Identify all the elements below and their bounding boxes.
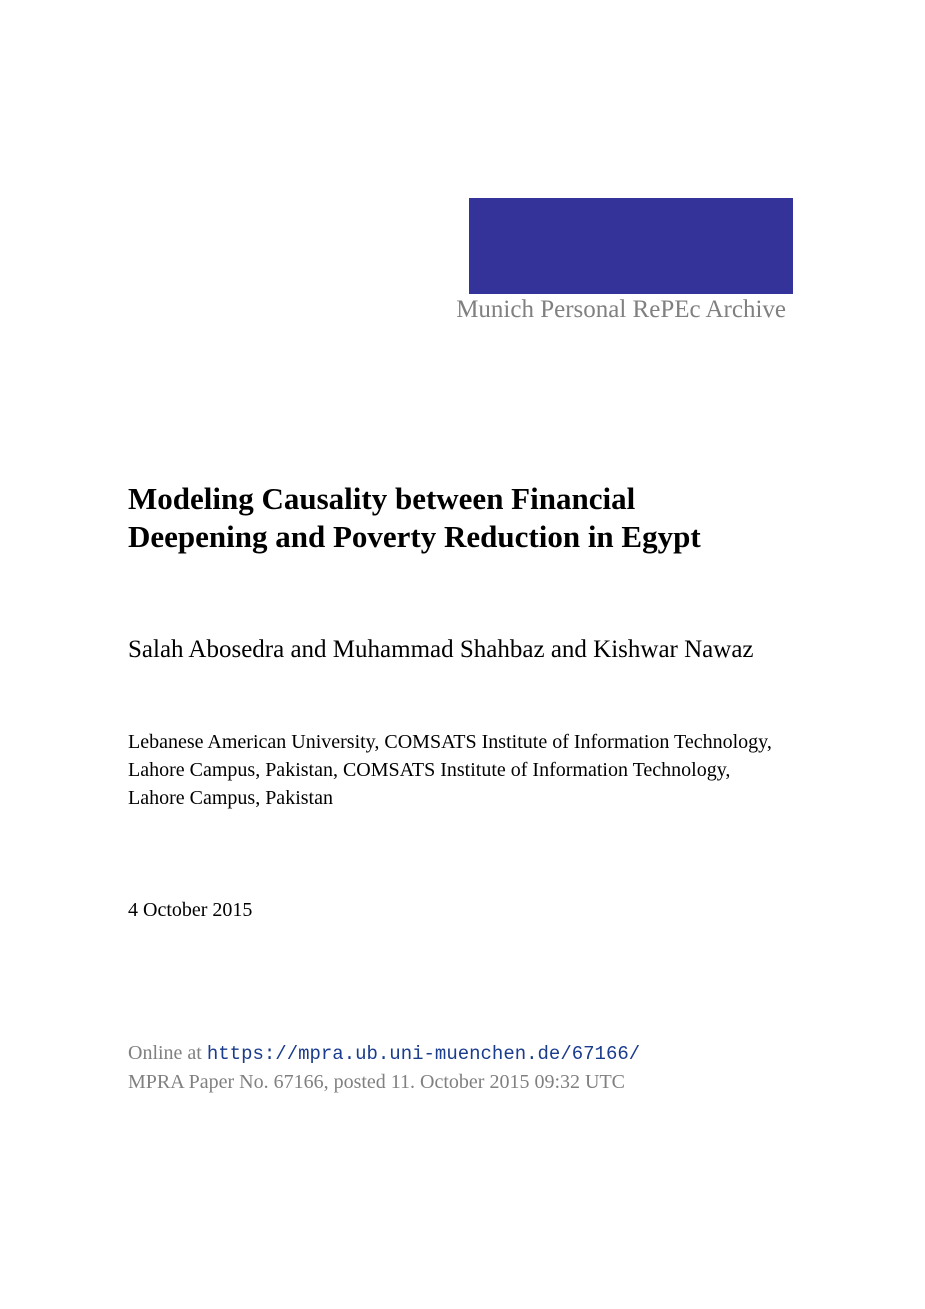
paper-title: Modeling Causality between Financial Deepening and Poverty Reduction in Egypt [128, 481, 701, 554]
online-line [128, 1042, 640, 1065]
online-prefix: Online at [128, 1042, 202, 1064]
paper-info: MPRA Paper No. 67166, posted 11. October 2015 09:32 UTC [128, 1071, 626, 1093]
paper-affiliation: Lebanese American University, COMSATS Institute of Information Technology, Lahore Campus, Pakistan, COMSATS Institute of Information Technology, Lahore Campus, Pakistan [128, 731, 772, 809]
archive-name: Munich Personal RePEc Archive [456, 296, 786, 323]
mpra-logo-block [469, 198, 793, 294]
paper-date: 4 October 2015 [128, 899, 253, 921]
paper-authors: Salah Abosedra and Muhammad Shahbaz and Kishwar Nawaz [128, 636, 754, 663]
paper-url-link[interactable]: https://mpra.ub.uni-muenchen.de/67166/ [206, 1043, 641, 1065]
